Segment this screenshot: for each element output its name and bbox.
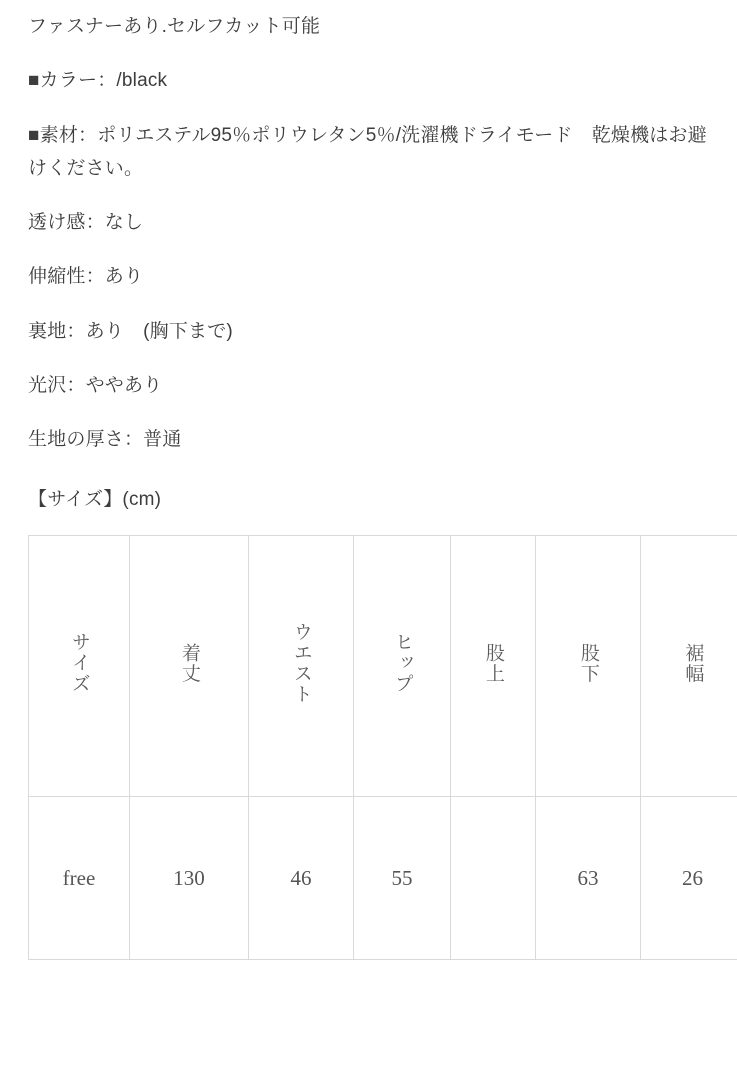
description-line-zipper: ファスナーあり.セルフカット可能 — [28, 16, 321, 37]
size-table-header-hip: ヒップ — [354, 536, 451, 797]
size-cell-hem: 26 — [641, 797, 737, 960]
size-section-heading: 【サイズ】(cm) — [28, 489, 162, 511]
size-cell-rise — [451, 797, 536, 960]
size-cell-length: 130 — [130, 797, 249, 960]
description-line-gloss: 光沢：ややあり — [28, 374, 163, 396]
description-line-color: ■カラー：/black — [28, 70, 168, 92]
description-line-sheerness: 透け感：なし — [28, 212, 144, 233]
size-table-header-length: 着丈 — [130, 536, 249, 797]
size-table — [28, 535, 737, 960]
size-table-header-hem: 裾幅 — [641, 536, 737, 797]
size-cell-hip: 55 — [354, 797, 451, 960]
size-cell-waist: 46 — [249, 797, 354, 960]
description-line-lining: 裏地：あり (胸下まで) — [28, 320, 233, 342]
size-table-header-waist: ウエスト — [249, 536, 354, 797]
size-table-header-rise: 股上 — [451, 536, 536, 797]
table-row — [29, 797, 737, 960]
size-table-header-size: サイズ — [29, 536, 130, 797]
size-cell-inseam: 63 — [536, 797, 641, 960]
description-line-thickness: 生地の厚さ：普通 — [28, 429, 182, 450]
description-line-stretch: 伸縮性：あり — [28, 266, 144, 288]
size-cell-size: free — [29, 797, 130, 960]
description-line-material: ■素材：ポリエステル95％ポリウレタン5％/洗濯機ドライモード 乾燥機はお避けください。 — [28, 124, 707, 179]
size-table-header-inseam: 股下 — [536, 536, 641, 797]
size-table-header-row — [29, 536, 737, 797]
